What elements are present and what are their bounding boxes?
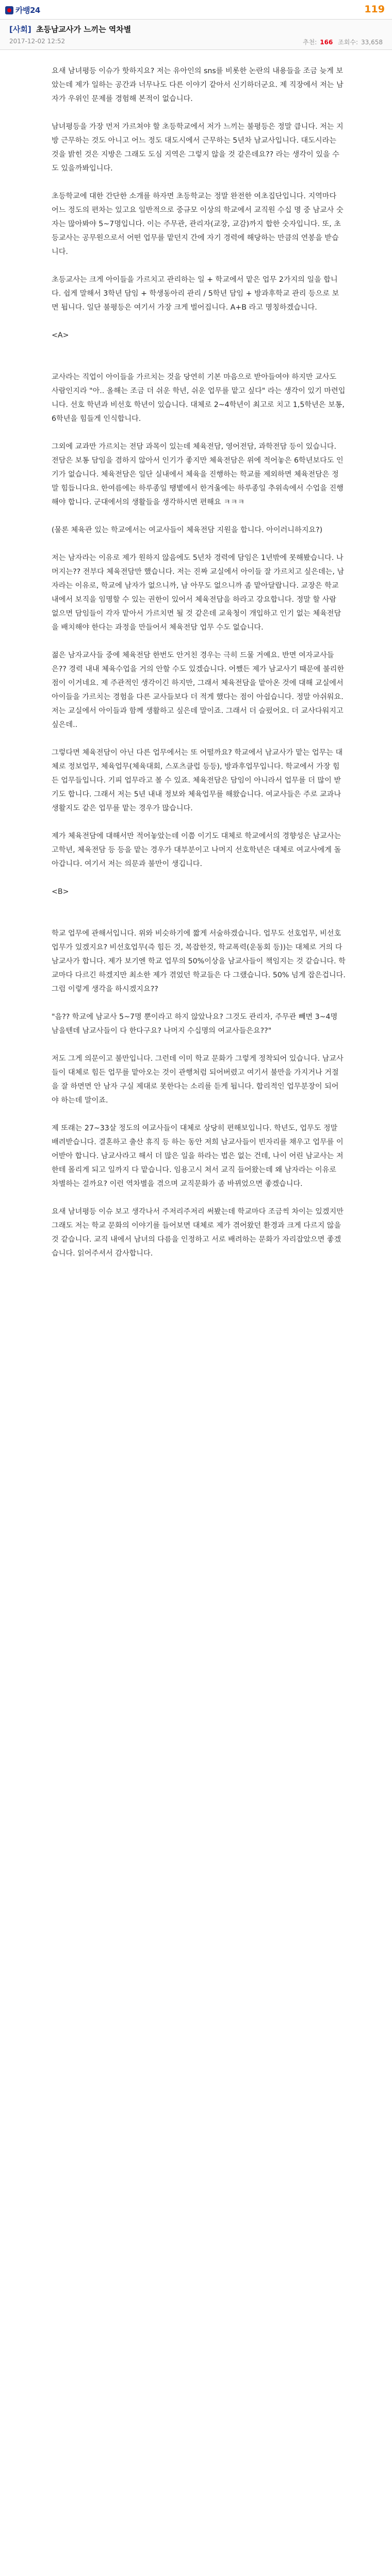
post-category[interactable]: [사회] bbox=[9, 25, 31, 34]
post-date: 2017-12-02 12:52 bbox=[9, 38, 66, 45]
paragraph: 학교 업무에 관해서입니다. 위와 비슷하기에 짧게 서술하겠습니다. 업무도 선호업무, 비선호업무가 있겠지요? 비선호업무(즉 힘든 것, 복잡한것, 학교폭력(운동회 등))는 대체로 거의 다 남교사가 합니다. 제가 보기엔 학교 업무의 50%이상을 남교사들이 책임지는 것 같습니다. 학교마다 다르긴 하겠지만 최소한 제가 겪었던 학교들은 다 그랬습니다. 50% 넘게 잡은겁니다. 그럼 이렇게 생각을 하시겠지요?? bbox=[52, 929, 348, 993]
paragraph: 교사라는 직업이 아이들을 가르치는 것을 당연히 기본 마음으로 받아들여야 하지만 교사도 사람인지라 "아.. 올해는 조금 더 쉬운 학년, 쉬운 업무를 맡고 싶다" 라는 생각이 있기 마련입니다. 선호 학년과 비선호 학년이 있습니다. 대체로 2~4학년이 최고로 치고 1,5학년은 보통, 6학년을 힘들게 인식합니다. bbox=[52, 373, 347, 423]
paragraph: 제가 체육전담에 대해서만 적어놓았는데 이쯤 이기도 대체로 학교에서의 경향성은 남교사는 고학년, 체육전담 등 등을 맡는 경우가 대부분이고 나머지 선호학년은 대체로 여교사에게 돌아갑니다. 여기서 저는 의문과 불만이 생깁니다. bbox=[52, 832, 344, 868]
paragraph: 저는 남자라는 이유로 제가 원하지 않음에도 5년차 경력에 담임은 1년밖에 못해봤습니다. 나머지는?? 전부다 체육전담만 했습니다. 저는 진짜 교실에서 아이들 잘 가르치고 싶은데는, 남자라는 이유로, 학교에 남자가 없으니까, 남 아무도 없으니까 좀 맡아달랍니다. 교장은 학교 내에서 보직을 임명할 수 있는 권한이 있어서 체육전담을 하라고 강요합니다. 정말 할 사람 없으면 담임들이 각자 맡아서 가르치면 될 것 같은데 교육청이 개입하고 인기 없는 체육전담을 배치해야 한다는 과정을 만들어서 체육전담 업무 수도 없습니다. bbox=[52, 554, 345, 632]
paragraph: "음?? 학교에 남교사 5~7명 뿐이라고 하지 않았나요? 그것도 관리자, 주무관 빼면 3~4명 남을텐데 남교사들이 다 한다구요? 나머지 수십명의 여교사들은요??" bbox=[52, 1013, 340, 1035]
post-title bbox=[9, 24, 383, 35]
post-title-text: 초등남교사가 느끼는 역차별 bbox=[36, 25, 132, 34]
logo-icon bbox=[5, 6, 13, 14]
paragraph: 제 또래는 27~33살 정도의 여교사들이 대체로 상당히 편해보입니다. 학년도, 업무도 정말 배려받습니다. 결혼하고 출산 휴직 등 하는 동안 저희 남교사들이 빈자리를 채우고 업무를 이어받아 합니다. 남교사라고 해서 더 많은 일을 하라는 법은 없는 건데, 나이 어린 남교사는 저한테 몰리게 되고 일까지 다 맡습니다. 임용고시 쳐서 교직 들어왔는데 왜 남자라는 이유로 차별하는 걸까요? 이런 역차별을 겪으며 교직문화가 좀 바뀌었으면 좋겠습니다. bbox=[52, 1124, 344, 1188]
recommend-label: 추천: bbox=[303, 39, 317, 46]
paragraph: 그외에 교과만 가르치는 전담 과목이 있는데 체육전담, 영어전담, 과학전담 등이 있습니다. 전담은 보통 담임을 겸하지 않아서 인기가 좋지만 체육전담은 위에 적어놓은 6학년보다도 인기가 없습니다. 체육전담은 일단 실내에서 체육을 진행하는 학교를 제외하면 체육전담은 정말 힘듭니다요. 한여름에는 하루종일 땡볕에서 한겨울에는 하루종일 추위속에서 수업을 진행해야 합니다. 군대에서의 생활들을 생각하시면 편해요 ㅋㅋㅋ bbox=[52, 443, 344, 506]
paragraph: 초등교사는 크게 아이들을 가르치고 관리하는 일 + 학교에서 맡은 업무 2가지의 일을 합니다. 쉽게 말해서 3학년 담임 + 학생동아리 관리 / 5학년 담임 + 방과후학교 관리 등으로 보면 됩니다. 일단 불평등은 여기서 가장 크게 벌어집니다. A+B 라고 명칭하겠습니다. bbox=[52, 276, 339, 312]
paragraph: 그렇다면 체육전담이 아닌 다른 업무에서는 또 어떨까요? 학교에서 남교사가 맡는 업무는 대체로 정보업무, 체육업무(체육대회, 스포츠클럽 등등), 방과후업무입니다. 학교에서 가장 힘든 업무들입니다. 기피 업무라고 볼 수 있죠. 체육전담은 담임이 아니라서 업무를 더 많이 받기도 합니다. 그래서 저는 5년 내내 정보와 체육업무를 해왔습니다. 여교사들은 주로 교과나 생활지도 같은 업무를 맡는 경우가 많습니다. bbox=[52, 749, 344, 812]
paragraph: 요새 남녀평등 이슈 보고 생각나서 주저리주저리 써봤는데 학교마다 조금씩 차이는 있겠지만 그래도 저는 학교 문화의 이야기를 들어보면 대체로 제가 겪어왔던 환경과 크게 다르지 않을 것 같습니다. 교직 내에서 남녀의 다름을 인정하고 서로 배려하는 문화가 자리잡았으면 좋겠습니다. 읽어주셔서 감사합니다. bbox=[52, 1208, 346, 1258]
paragraph: 요새 남녀평등 이슈가 핫하지요? 저는 유아인의 sns를 비롯한 논란의 내용들을 조금 늦게 보았는데 제가 일하는 공간과 너무나도 다른 이야기 같아서 신기하더군요. 제 직장에서 저는 남자가 우위인 문제를 경험해 본적이 없습니다. bbox=[52, 67, 344, 103]
views-label: 조회수: bbox=[338, 39, 358, 46]
paragraph: 저도 그게 의문이고 불만입니다. 그런데 이미 학교 문화가 그렇게 정착되어 있습니다. 남교사들이 대체로 힘든 업무를 맡아오는 것이 관행처럼 되어버렸고 여기서 불만을 가지거나 거절을 잘 하면면 안 남자 구실 제대로 못한다는 소리를 듣게 됩니다. 합리적인 업무분장이 되어야 하는데 말이죠. bbox=[52, 1055, 344, 1105]
section-marker-b: <B> bbox=[52, 888, 69, 896]
recommend-count: 166 bbox=[320, 39, 333, 46]
site-header bbox=[0, 0, 392, 20]
post-stats bbox=[300, 38, 383, 46]
site-logo[interactable] bbox=[5, 5, 40, 15]
post-number: 119 bbox=[364, 4, 385, 15]
logo-text: 카뱅24 bbox=[15, 6, 40, 15]
section-marker-a: <A> bbox=[52, 331, 69, 340]
views-count: 33,658 bbox=[361, 39, 383, 46]
article-body bbox=[0, 50, 392, 1295]
paragraph: 젊은 남자교사들 중에 체육전담 한번도 안거친 경우는 극히 드물 거예요. 반면 여자교사들은?? 경력 내내 체육수업을 거의 안할 수도 있겠습니다. 어쨌든 제가 남교사기 때문에 불리한 점이 이거네요. 제 주관적인 생각이긴 하지만, 그래서 체육전담을 맡아온 것에 대해 교실에서 아이들을 가르치는 경험을 다른 교사들보다 더 적게 했다는 점이 아쉽습니다. 정말 아쉬워요. 저는 교실에서 아이들과 함께 생활하고 싶은데 말이죠. 그래서 더 슬펐어요. 더 교사다워지고 싶은데.. bbox=[52, 651, 347, 729]
paragraph: 초등학교에 대한 간단한 소개를 하자면 초등학교는 정말 완전한 여초집단입니다. 지역마다 어느 정도의 편차는 있고요 일반적으로 중규모 이상의 학교에서 교직원 수십 명 중 남교사 숫자는 많아봐야 5~7명입니다. 이는 주무관, 관리자(교장, 교감)까지 합한 숫자입니다. 또, 초등교사는 공무원으로서 어떤 업무를 맡던지 간에 자기 경력에 해당하는 만큼의 연봉을 받습니다. bbox=[52, 192, 344, 256]
post-header bbox=[0, 20, 392, 50]
paragraph: 남녀평등을 가장 먼저 가르쳐야 할 초등학교에서 저가 느끼는 불평등은 정말 큽니다. 저는 지방 근무하는 것도 아니고 어느 정도 대도시에서 근무하는 5년차 남교사입니다. 대도시라는 것을 밝힌 것은 지방은 그래도 도심 지역은 그렇지 않을 것 같은데요?? 라는 생각이 있을 수도 있을까봐입니다. bbox=[52, 123, 344, 173]
paragraph: (물론 체육관 있는 학교에서는 여교사들이 체육전담 지원을 합니다. 아이러니하지요?) bbox=[52, 526, 323, 534]
post-meta bbox=[9, 38, 383, 46]
